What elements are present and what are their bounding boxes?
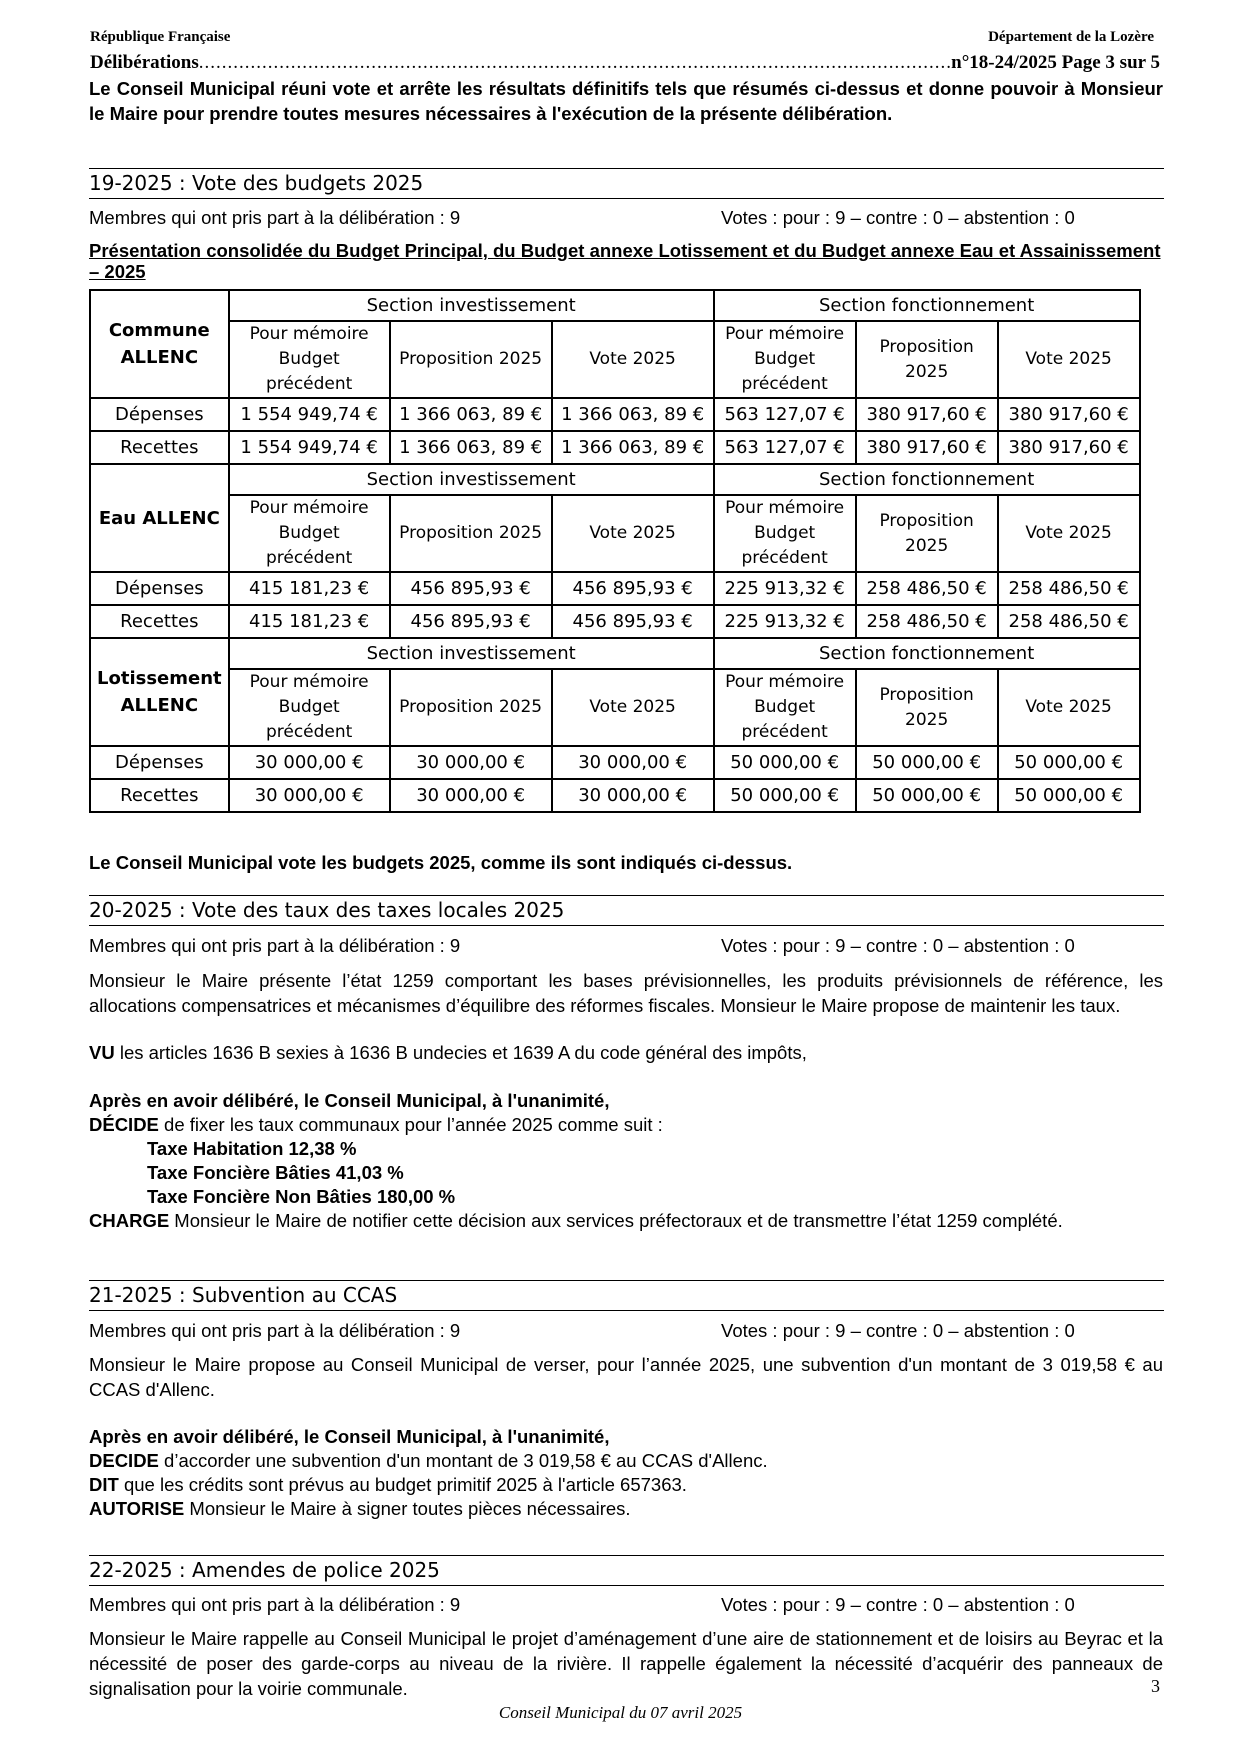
column-header-prop: Proposition 2025 [390,495,552,572]
amount-cell: 1 554 949,74 € [229,431,390,464]
s22-presentation: Monsieur le Maire rappelle au Conseil Municipal le projet d’aménagement d’une aire de stationnement et de loisirs au Beyrac et la nécessité de poser des garde-corps au niveau de la rivière. Il rappelle également la nécessité d’acquérir des panneaux de signalisation pour la voirie communale. [89,1628,1163,1699]
row-label: Recettes [90,779,229,812]
s21-votes: Votes : pour : 9 – contre : 0 – abstention : 0 [721,1320,1075,1341]
dot-leader [199,52,951,74]
column-header-memo: Pour mémoire Budget précédent [229,495,390,572]
column-header-memo: Pour mémoire Budget précédent [714,321,856,398]
section-19-title: 19-2025 : Vote des budgets 2025 [89,171,424,195]
section-investissement-header: Section investissement [229,638,714,669]
amount-cell: 50 000,00 € [998,746,1140,779]
row-label: Dépenses [90,746,229,779]
amount-cell: 258 486,50 € [998,605,1140,638]
amount-cell: 258 486,50 € [856,572,998,605]
amount-cell: 30 000,00 € [390,779,552,812]
table-column-header-row [90,669,1140,746]
amount-cell: 50 000,00 € [714,779,856,812]
amount-cell: 30 000,00 € [229,779,390,812]
section-21-title: 21-2025 : Subvention au CCAS [89,1283,398,1307]
row-label: Dépenses [90,572,229,605]
footer: Conseil Municipal du 07 avril 2025 [498,1703,743,1722]
column-header-memo: Pour mémoire Budget précédent [229,321,390,398]
section-21-header [89,1280,1164,1311]
s20-members: Membres qui ont pris part à la délibération : 9 [89,935,461,956]
section-22-title: 22-2025 : Amendes de police 2025 [89,1558,440,1582]
amount-cell: 1 554 949,74 € [229,398,390,431]
s21-autorise-text: Monsieur le Maire à signer toutes pièces nécessaires. [184,1498,631,1519]
amount-cell: 1 366 063, 89 € [552,398,714,431]
s20-charge-keyword: CHARGE [89,1210,170,1231]
table-row [90,572,1140,605]
deliberations-label: Délibérations [90,52,199,73]
amount-cell: 50 000,00 € [998,779,1140,812]
s21-presentation: Monsieur le Maire propose au Conseil Municipal de verser, pour l’année 2025, une subvention d'un montant de 3 019,58 € au CCAS d'Allenc. [89,1354,1163,1400]
amount-cell: 380 917,60 € [998,431,1140,464]
amount-cell: 456 895,93 € [552,572,714,605]
budget-table [89,289,1141,813]
amount-cell: 456 895,93 € [390,605,552,638]
table-row [90,605,1140,638]
column-header-vote: Vote 2025 [552,669,714,746]
s20-charge [89,1208,1163,1233]
s20-tax-3: Taxe Foncière Non Bâties 180,00 % [147,1186,456,1207]
amount-cell: 30 000,00 € [552,746,714,779]
row-label: Recettes [90,605,229,638]
section-20-header [89,895,1164,926]
s21-after-deliberation: Après en avoir délibéré, le Conseil Municipal, à l'unanimité, [89,1426,610,1447]
intro-paragraph: Le Conseil Municipal réuni vote et arrête les résultats définitifs tels que résumés ci-dessus et donne pouvoir à Monsieur le Maire pour prendre toutes mesures nécessaires à l'exécution de la présente délibération. [89,78,1163,124]
section-22-header [89,1555,1164,1586]
s19-votes: Votes : pour : 9 – contre : 0 – abstention : 0 [721,207,1075,228]
section-19-header [89,168,1164,199]
table-row [90,398,1140,431]
table-row [90,746,1140,779]
column-header-vote: Vote 2025 [998,321,1140,398]
s19-conclusion: Le Conseil Municipal vote les budgets 2025, comme ils sont indiqués ci-dessus. [89,852,793,873]
deliberations-line [90,52,1160,74]
amount-cell: 1 366 063, 89 € [390,431,552,464]
s20-votes: Votes : pour : 9 – contre : 0 – abstention : 0 [721,935,1075,956]
amount-cell: 30 000,00 € [390,746,552,779]
s21-decide [89,1448,1163,1473]
s21-dit [89,1472,1163,1497]
s21-dit-text: que les crédits sont prévus au budget primitif 2025 à l'article 657363. [118,1474,687,1495]
s20-presentation: Monsieur le Maire présente l’état 1259 comportant les bases prévisionnelles, les produits prévisionnels de référence, les allocations compensatrices et mécanismes d’équilibre des réformes fiscales. Monsieur le Maire propose de maintenir les taux. [89,970,1163,1016]
table-column-header-row [90,321,1140,398]
s20-tax-2: Taxe Foncière Bâties 41,03 % [147,1162,404,1183]
s20-vu-keyword: VU [89,1042,115,1063]
amount-cell: 30 000,00 € [552,779,714,812]
amount-cell: 225 913,32 € [714,572,856,605]
section-investissement-header: Section investissement [229,464,714,495]
column-header-prop: Proposition 2025 [856,669,998,746]
column-header-memo: Pour mémoire Budget précédent [229,669,390,746]
s22-members: Membres qui ont pris part à la délibération : 9 [89,1594,461,1615]
page-number: 3 [1151,1676,1160,1696]
amount-cell: 50 000,00 € [856,779,998,812]
entity-name: Commune ALLENC [90,290,229,398]
s20-charge-text: Monsieur le Maire de notifier cette décision aux services préfectoraux et de transmettre l’état 1259 complété. [169,1210,1063,1231]
column-header-prop: Proposition 2025 [390,321,552,398]
amount-cell: 415 181,23 € [229,605,390,638]
amount-cell: 258 486,50 € [998,572,1140,605]
s20-vu-text: les articles 1636 B sexies à 1636 B undecies et 1639 A du code général des impôts, [114,1042,807,1063]
amount-cell: 380 917,60 € [998,398,1140,431]
header-departement: Département de la Lozère [988,29,1154,45]
s21-autorise-keyword: AUTORISE [89,1498,185,1519]
s20-decide [89,1112,1163,1137]
amount-cell: 225 913,32 € [714,605,856,638]
amount-cell: 1 366 063, 89 € [390,398,552,431]
s21-decide-text: d’accorder une subvention d'un montant de 3 019,58 € au CCAS d'Allenc. [158,1450,768,1471]
amount-cell: 563 127,07 € [714,431,856,464]
s21-dit-keyword: DIT [89,1474,119,1495]
header-republique: République Française [90,29,231,45]
entity-name: Eau ALLENC [90,464,229,572]
s19-presentation-title: Présentation consolidée du Budget Principal, du Budget annexe Lotissement et du Budget annexe Eau et Assainissement – 2025 [89,240,1161,282]
section-20-title: 20-2025 : Vote des taux des taxes locales 2025 [89,898,565,922]
column-header-vote: Vote 2025 [552,321,714,398]
table-row [90,779,1140,812]
amount-cell: 563 127,07 € [714,398,856,431]
amount-cell: 456 895,93 € [552,605,714,638]
amount-cell: 380 917,60 € [856,398,998,431]
column-header-memo: Pour mémoire Budget précédent [714,495,856,572]
s20-decide-text: de fixer les taux communaux pour l’année 2025 comme suit : [158,1114,663,1135]
table-row [90,431,1140,464]
column-header-memo: Pour mémoire Budget précédent [714,669,856,746]
entity-name: Lotissement ALLENC [90,638,229,746]
amount-cell: 456 895,93 € [390,572,552,605]
table-section-header-row [90,638,1140,669]
s19-members: Membres qui ont pris part à la délibération : 9 [89,207,461,228]
amount-cell: 30 000,00 € [229,746,390,779]
column-header-prop: Proposition 2025 [856,495,998,572]
table-section-header-row [90,464,1140,495]
s21-decide-keyword: DECIDE [89,1450,159,1471]
s20-after-deliberation: Après en avoir délibéré, le Conseil Municipal, à l'unanimité, [89,1090,610,1111]
row-label: Dépenses [90,398,229,431]
section-investissement-header: Section investissement [229,290,714,321]
column-header-vote: Vote 2025 [552,495,714,572]
s20-tax-1: Taxe Habitation 12,38 % [147,1138,357,1159]
amount-cell: 1 366 063, 89 € [552,431,714,464]
column-header-prop: Proposition 2025 [856,321,998,398]
amount-cell: 415 181,23 € [229,572,390,605]
amount-cell: 50 000,00 € [856,746,998,779]
column-header-vote: Vote 2025 [998,495,1140,572]
section-fonctionnement-header: Section fonctionnement [714,638,1140,669]
section-fonctionnement-header: Section fonctionnement [714,290,1140,321]
s20-decide-keyword: DÉCIDE [89,1114,159,1135]
column-header-vote: Vote 2025 [998,669,1140,746]
section-fonctionnement-header: Section fonctionnement [714,464,1140,495]
deliberation-reference: n°18-24/2025 Page 3 sur 5 [951,52,1160,73]
column-header-prop: Proposition 2025 [390,669,552,746]
amount-cell: 380 917,60 € [856,431,998,464]
s21-members: Membres qui ont pris part à la délibération : 9 [89,1320,461,1341]
s22-votes: Votes : pour : 9 – contre : 0 – abstention : 0 [721,1594,1075,1615]
s20-vu [89,1040,1163,1065]
s21-autorise [89,1496,1163,1521]
table-column-header-row [90,495,1140,572]
row-label: Recettes [90,431,229,464]
amount-cell: 50 000,00 € [714,746,856,779]
amount-cell: 258 486,50 € [856,605,998,638]
table-section-header-row [90,290,1140,321]
